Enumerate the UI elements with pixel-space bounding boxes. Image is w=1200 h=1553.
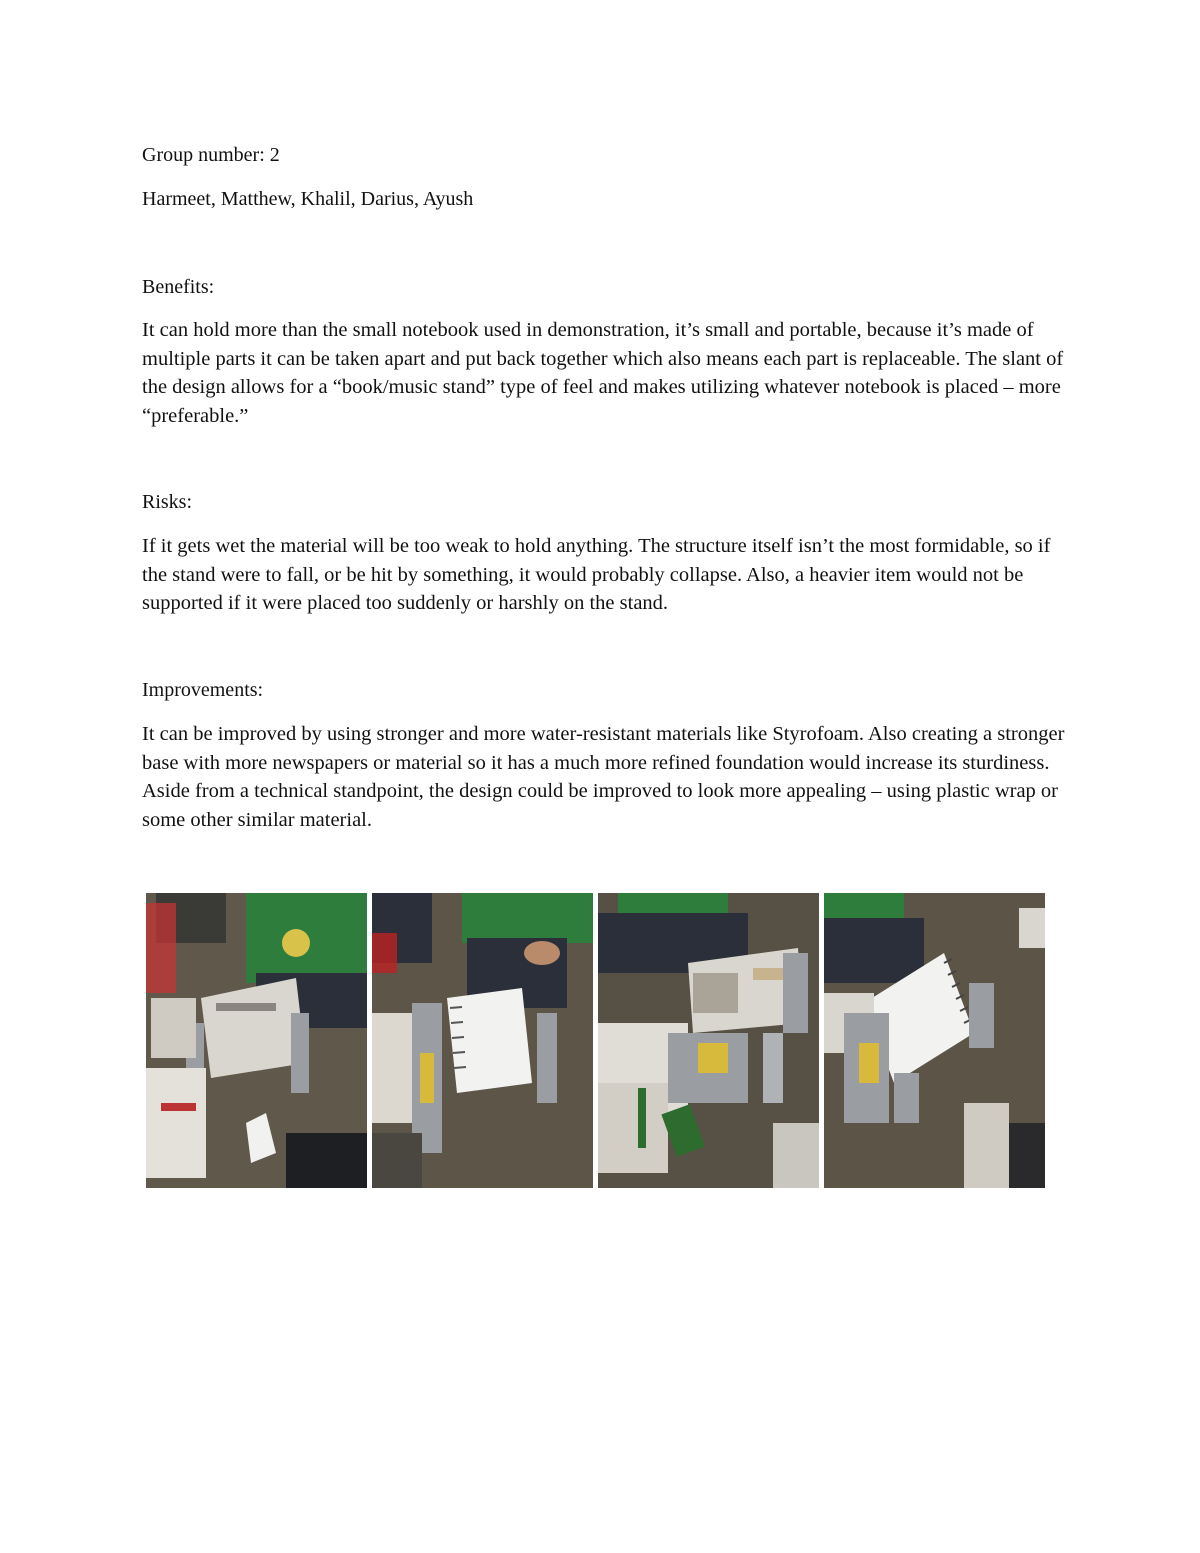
risks-heading: Risks: (142, 491, 193, 513)
benefits-heading: Benefits: (142, 276, 215, 298)
stand-photo-1 (146, 893, 367, 1188)
group-number: Group number: 2 (142, 144, 280, 166)
improvements-heading: Improvements: (142, 679, 264, 701)
improvements-paragraph: It can be improved by using stronger and more water-resistant materials like Styrofoam. Also creating a stronger base with more newspapers or material so it has a much more refined foundation would increase its sturdiness. Aside from a technical standpoint, the design could be improved to look more appealing – using plastic wrap or some other similar material. (142, 723, 1065, 832)
stand-photo-4 (824, 893, 1045, 1188)
stand-photo-2 (372, 893, 593, 1188)
benefits-paragraph: It can hold more than the small notebook used in demonstration, it’s small and portable, because it’s made of multiple parts it can be taken apart and put back together which also means each part is replaceable. The slant of the design allows for a “book/music stand” type of feel and makes utilizing whatever notebook is placed – more “preferable.” (142, 319, 1064, 428)
risks-paragraph: If it gets wet the material will be too weak to hold anything. The structure itself isn’t the most formidable, so if the stand were to fall, or be hit by something, it would probably collapse. Also, a heavier item would not be supported if it were placed too suddenly or harshly on the stand. (142, 535, 1051, 615)
group-members: Harmeet, Matthew, Khalil, Darius, Ayush (142, 188, 474, 210)
photo-strip (146, 893, 1047, 1188)
stand-photo-3 (598, 893, 819, 1188)
